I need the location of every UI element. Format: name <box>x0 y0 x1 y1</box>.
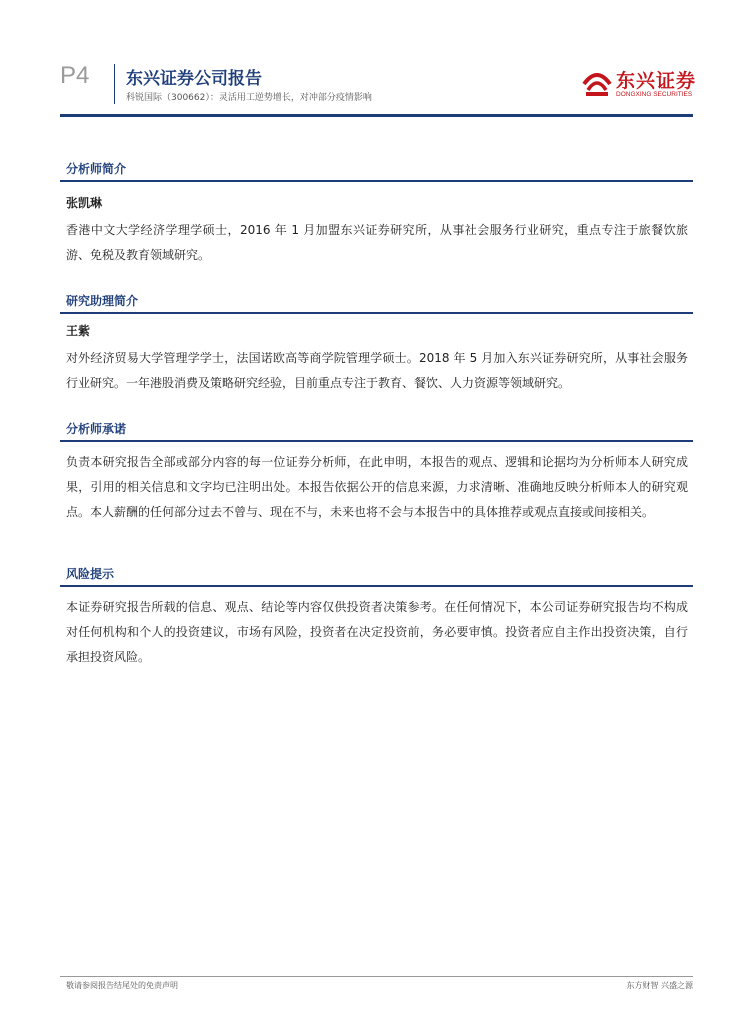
header-rule <box>60 114 693 117</box>
logo-text-en: DONGXING SECURITIES <box>616 91 693 98</box>
section-rule <box>60 312 693 314</box>
section-title-risk-warning: 风险提示 <box>66 567 115 581</box>
company-logo <box>582 64 698 104</box>
section-rule <box>60 585 693 587</box>
header-divider <box>114 64 115 104</box>
section-title-analyst-intro: 分析师简介 <box>66 162 127 176</box>
section-rule <box>60 440 693 442</box>
section-rule <box>60 180 693 182</box>
assistant-bio: 对外经济贸易大学管理学学士，法国诺欧高等商学院管理学硕士。2018 年 5 月加入东兴证券研究所，从事社会服务行业研究。一年港股消费及策略研究经验，目前重点专注于教育、餐饮、人力资源等领域研究。 <box>66 351 688 390</box>
logo-mark-icon <box>582 68 612 98</box>
report-subtitle: 科锐国际（300662）：灵活用工逆势增长，对冲部分疫情影响 <box>126 93 372 103</box>
page-number: P4 <box>60 62 90 89</box>
assistant-name: 王紫 <box>66 324 91 338</box>
risk-warning-text: 本证券研究报告所载的信息、观点、结论等内容仅供投资者决策参考。在任何情况下，本公司证券研究报告均不构成对任何机构和个人的投资建议，市场有风险，投资者在决定投资前，务必要审慎。投资者应自主作出投资决策，自行承担投资风险。 <box>66 600 688 664</box>
report-brand-title: 东兴证券公司报告 <box>126 69 262 89</box>
commitment-text: 负责本研究报告全部或部分内容的每一位证券分析师，在此申明，本报告的观点、逻辑和论据均为分析师本人研究成果，引用的相关信息和文字均已注明出处。本报告依据公开的信息来源，力求清晰、准确地反映分析师本人的研究观点。本人薪酬的任何部分过去不曾与、现在不与，未来也将不会与本报告中的具体推荐或观点直接或间接相关。 <box>66 455 688 519</box>
section-title-assistant-intro: 研究助理简介 <box>66 294 139 308</box>
analyst-bio: 香港中文大学经济学理学硕士，2016 年 1 月加盟东兴证券研究所，从事社会服务行业研究，重点专注于旅餐饮旅游、免税及教育领域研究。 <box>66 223 688 262</box>
section-title-analyst-commitment: 分析师承诺 <box>66 422 127 436</box>
footer-slogan: 东方财智 兴盛之源 <box>626 981 693 990</box>
footer-disclaimer-note: 敬请参阅报告结尾处的免责声明 <box>66 981 178 990</box>
analyst-name: 张凯琳 <box>66 196 103 210</box>
page-header <box>0 0 755 120</box>
footer-rule <box>60 976 693 977</box>
logo-text-cn: 东兴证券 <box>616 70 697 92</box>
